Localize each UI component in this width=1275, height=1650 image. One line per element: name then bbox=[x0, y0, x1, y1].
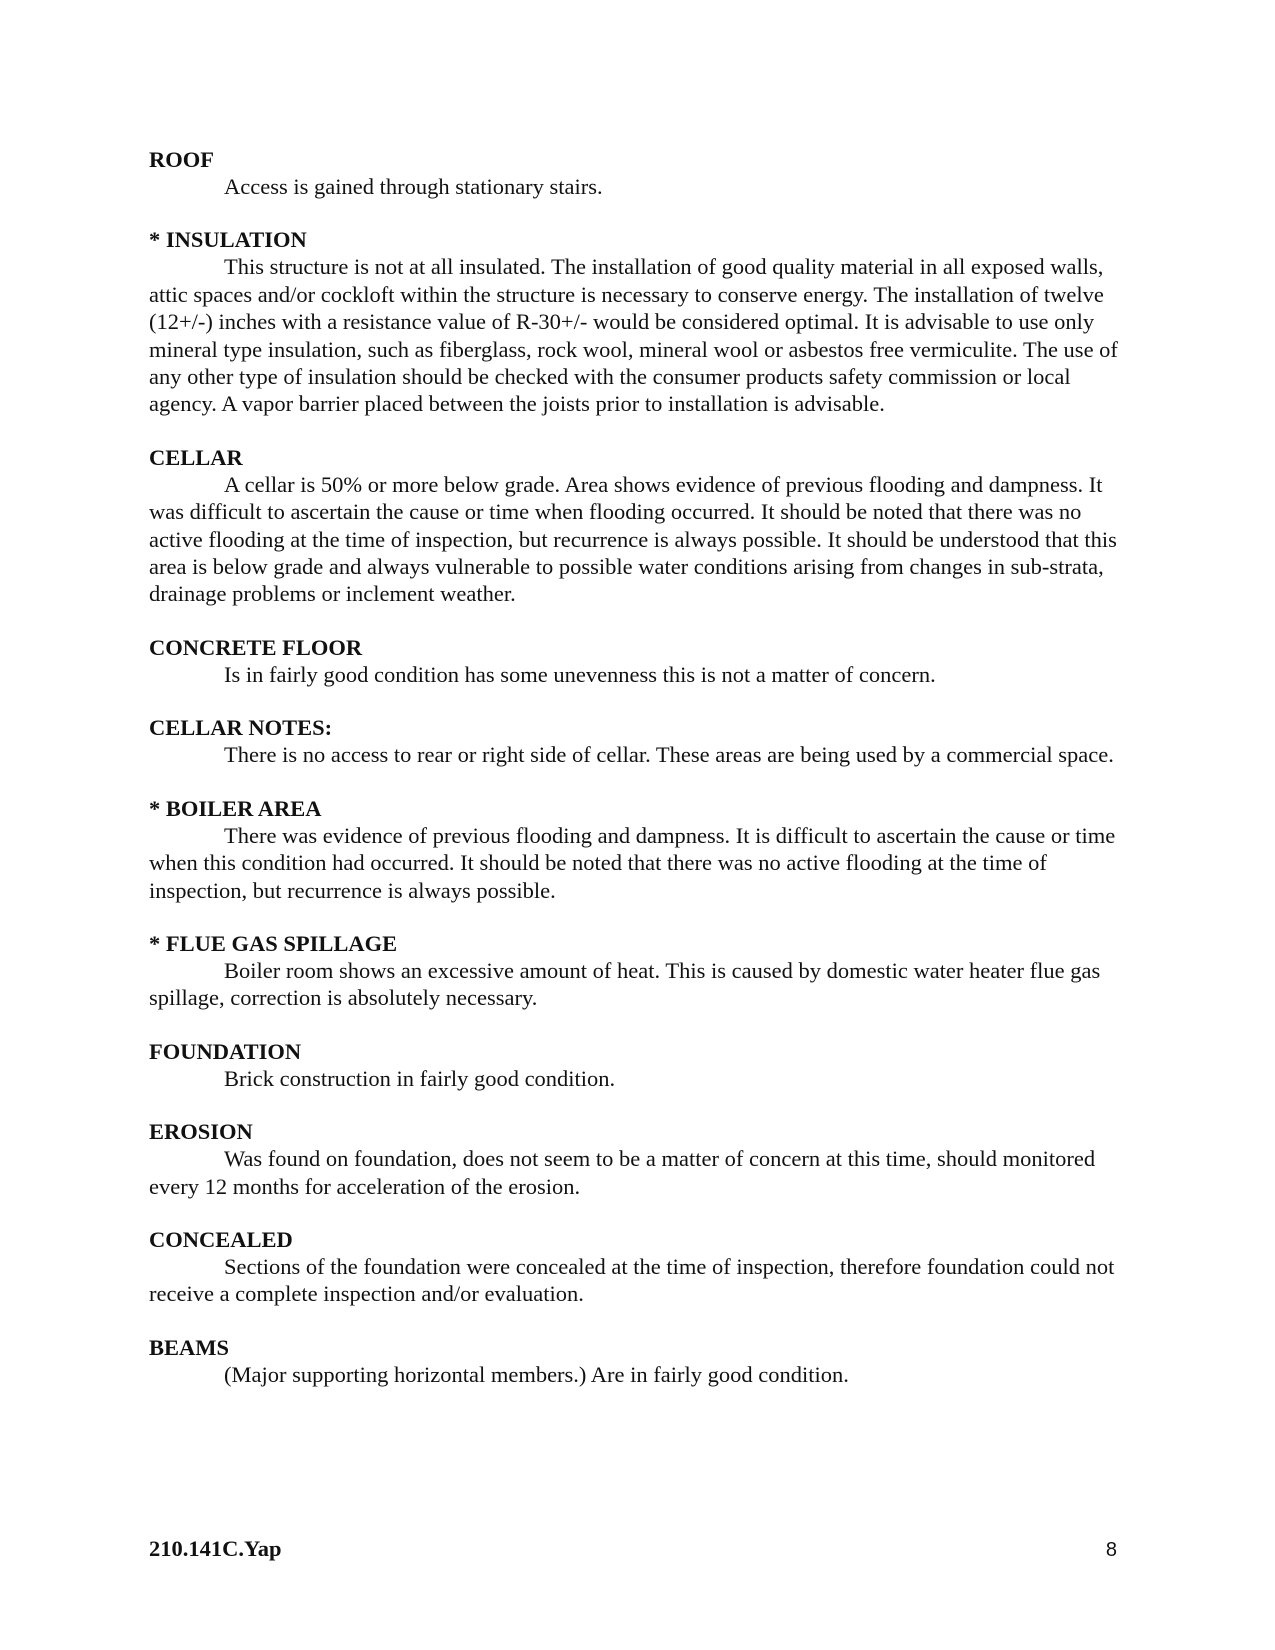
section-heading: * FLUE GAS SPILLAGE bbox=[149, 930, 398, 956]
section-text: Is in fairly good condition has some unevenness this is not a matter of concern. bbox=[224, 661, 936, 687]
section-heading: * BOILER AREA bbox=[149, 795, 322, 821]
section-text: Boiler room shows an excessive amount of heat. This is caused by domestic water heater flue gas spillage, correction is absolutely necessary. bbox=[149, 957, 1101, 1011]
section-erosion bbox=[149, 1118, 1129, 1200]
section-heading: CONCRETE FLOOR bbox=[149, 634, 363, 660]
page-footer bbox=[149, 1536, 1117, 1562]
section-heading: CELLAR bbox=[149, 444, 243, 470]
report-page-body bbox=[149, 146, 1129, 1414]
section-text: There was evidence of previous flooding and dampness. It is difficult to ascertain the cause or time when this condition had occurred. It should be noted that there was no active flooding at the time of inspection, but recurrence is always possible. bbox=[149, 822, 1116, 903]
section-heading: FOUNDATION bbox=[149, 1038, 302, 1064]
section-heading: CONCEALED bbox=[149, 1226, 293, 1252]
section-text: Access is gained through stationary stairs. bbox=[224, 174, 603, 199]
section-insulation bbox=[149, 226, 1129, 417]
section-text: (Major supporting horizontal members.) Are in fairly good condition. bbox=[224, 1361, 849, 1387]
section-cellar-notes bbox=[149, 714, 1129, 768]
section-foundation bbox=[149, 1038, 1129, 1092]
section-text: Sections of the foundation were concealed at the time of inspection, therefore foundation could not receive a complete inspection and/or evaluation. bbox=[149, 1253, 1115, 1307]
section-flue-gas-spillage bbox=[149, 930, 1129, 1012]
section-text: A cellar is 50% or more below grade. Area shows evidence of previous flooding and dampness. It was difficult to ascertain the cause or time when flooding occurred. It should be noted that there was no active flooding at the time of inspection, but recurrence is always possible. It should be understood that this area is below grade and always vulnerable to possible water conditions arising from changes in sub-strata, drainage problems or inclement weather. bbox=[149, 471, 1117, 607]
section-concrete-floor bbox=[149, 634, 1129, 688]
section-text: There is no access to rear or right side of cellar. These areas are being used by a commercial space. bbox=[224, 742, 1114, 768]
document-id: 210.141C.Yap bbox=[149, 1536, 282, 1561]
section-text: Was found on foundation, does not seem to be a matter of concern at this time, should monitored every 12 months for acceleration of the erosion. bbox=[149, 1146, 1096, 1199]
section-heading: CELLAR NOTES: bbox=[149, 715, 333, 741]
section-roof bbox=[149, 146, 1129, 200]
section-heading: BEAMS bbox=[149, 1334, 230, 1360]
section-heading: ROOF bbox=[149, 147, 214, 172]
section-beams bbox=[149, 1334, 1129, 1388]
section-concealed bbox=[149, 1226, 1129, 1308]
section-heading: * INSULATION bbox=[149, 227, 307, 253]
section-text: Brick construction in fairly good condition. bbox=[224, 1065, 616, 1091]
page-number: 8 bbox=[1105, 1539, 1117, 1561]
section-heading: EROSION bbox=[149, 1119, 253, 1145]
section-boiler-area bbox=[149, 795, 1129, 904]
section-cellar bbox=[149, 444, 1129, 608]
section-text: This structure is not at all insulated. The installation of good quality material in all exposed walls, attic spaces and/or cockloft within the structure is necessary to conserve energy. The installation of twelve (12+/-) inches with a resistance value of R-30+/- would be considered optimal. It is advisable to use only mineral type insulation, such as fiberglass, rock wool, mineral wool or asbestos free vermiculite. The use of any other type of insulation should be checked with the consumer products safety commission or local agency. A vapor barrier placed between the joists prior to installation is advisable. bbox=[149, 254, 1118, 417]
